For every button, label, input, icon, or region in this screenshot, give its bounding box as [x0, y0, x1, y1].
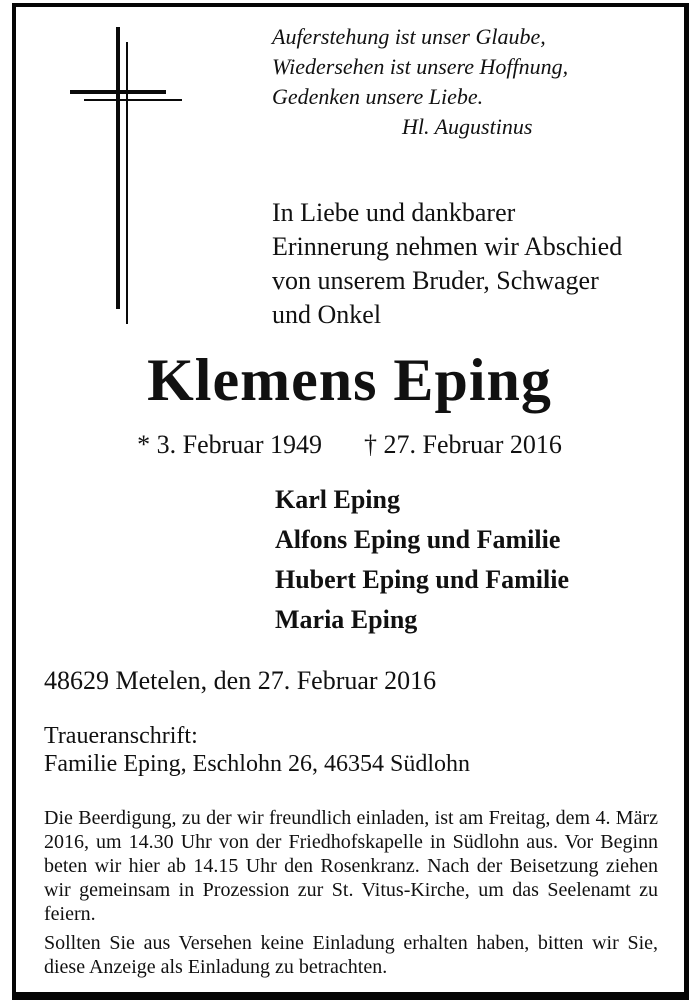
farewell-intro-text [272, 196, 662, 332]
intro-line: und Onkel [272, 300, 382, 329]
deceased-name: Klemens Eping [147, 347, 552, 413]
mourners-list [275, 480, 569, 640]
intro-line: von unserem Bruder, Schwager [272, 266, 599, 295]
mourner-name: Karl Eping [275, 485, 400, 514]
funeral-details-paragraph: Die Beerdigung, zu der wir freundlich einladen, ist am Freitag, dem 4. März 2016, um 14.30 Uhr von der Friedhofskapelle in Südlohn aus. Vor Beginn beten wir hier ab 14.15 Uhr den Rosenkranz. Nach der Beisetzung ziehen wir gemeinsam in Prozession zur St. Vitus-Kirche, um das Seelenamt zu feiern. [44, 807, 658, 925]
death-date: † 27. Februar 2016 [364, 430, 562, 459]
mourner-name: Maria Eping [275, 605, 418, 634]
quote-attribution: Hl. Augustinus [402, 114, 533, 139]
quote-line: Auferstehung ist unser Glaube, [272, 24, 546, 49]
mourner-name: Alfons Eping und Familie [275, 525, 561, 554]
intro-line: Erinnerung nehmen wir Abschied [272, 232, 623, 261]
mourner-name: Hubert Eping und Familie [275, 565, 569, 594]
condolence-address: Familie Eping, Eschlohn 26, 46354 Südlohn [44, 751, 470, 777]
invitation-note-paragraph: Sollten Sie aus Versehen keine Einladung erhalten haben, bitten wir Sie, diese Anzeige als Einladung zu betrachten. [44, 932, 658, 978]
life-dates [0, 428, 699, 462]
intro-line: In Liebe und dankbarer [272, 198, 516, 227]
condolence-address-block [44, 722, 470, 778]
cross-horizontal-thick-bar [70, 90, 166, 94]
quote-line: Gedenken unsere Liebe. [272, 84, 484, 109]
quote-line: Wiedersehen ist unsere Hoffnung, [272, 54, 569, 79]
cross-vertical-thin-bar [126, 42, 128, 324]
birth-date: * 3. Februar 1949 [137, 430, 322, 459]
place-and-date-line: 48629 Metelen, den 27. Februar 2016 [44, 666, 437, 695]
condolence-label: Traueranschrift: [44, 723, 198, 749]
cross-vertical-thick-bar [116, 27, 120, 309]
cross-horizontal-thin-bar [84, 99, 182, 101]
religious-quote [272, 22, 632, 142]
